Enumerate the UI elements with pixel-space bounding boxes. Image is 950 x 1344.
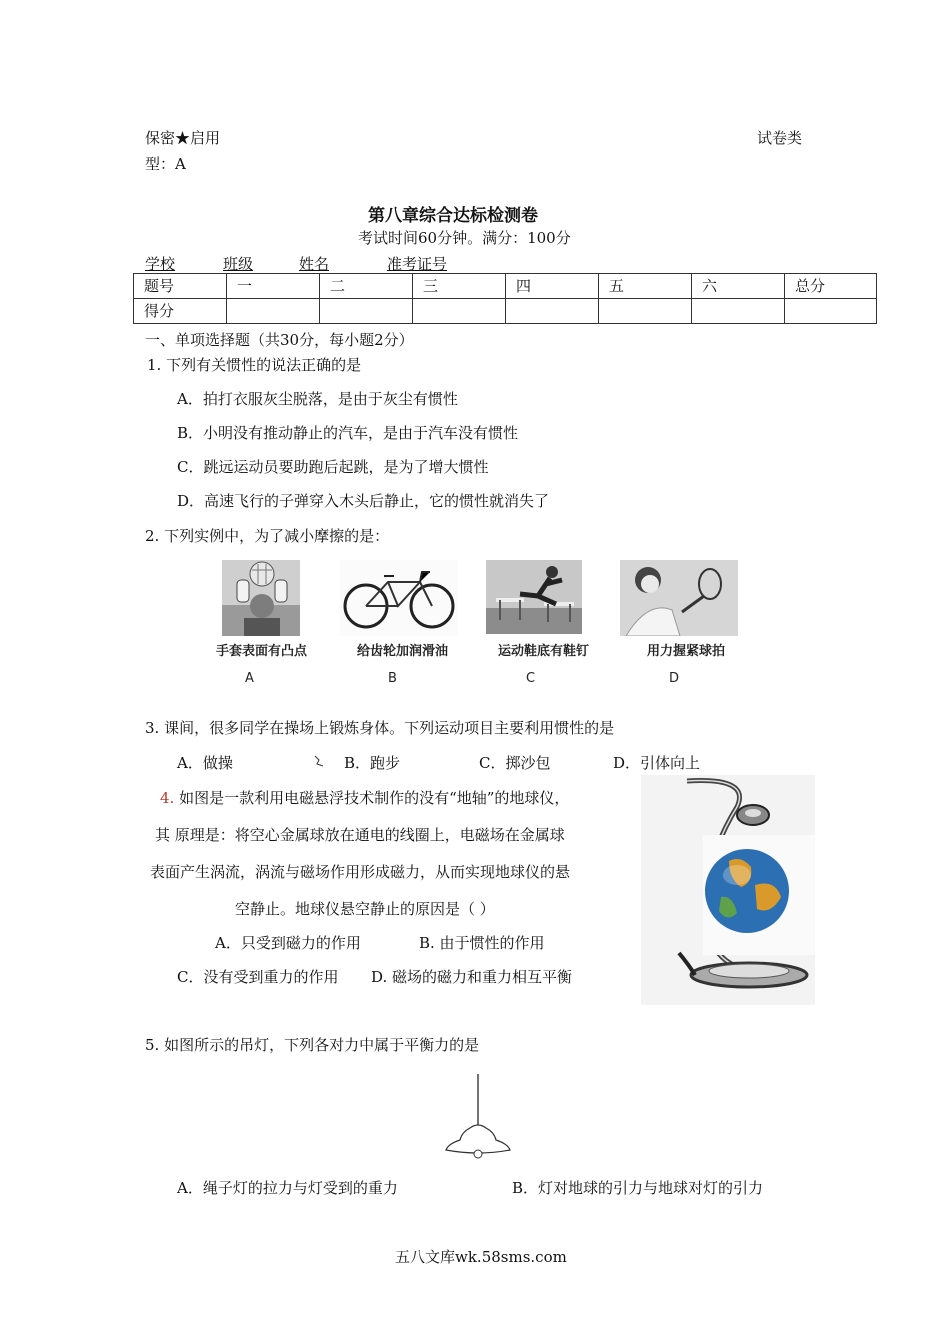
table-cell: 一	[227, 274, 320, 299]
table-cell[interactable]	[413, 299, 506, 324]
school-field: 学校	[145, 255, 176, 273]
table-cell[interactable]	[599, 299, 692, 324]
question-4-line-1: 如图是一款利用电磁悬浮技术制作的没有“地轴”的地球仪，	[174, 789, 570, 807]
footer-watermark: 五八文库wk.58sms.com	[395, 1248, 567, 1266]
question-4-option-c[interactable]: C．没有受到重力的作用	[177, 968, 339, 986]
question-5-option-a[interactable]: A．绳子灯的拉力与灯受到的重力	[177, 1179, 398, 1197]
question-5-stem: 5. 如图所示的吊灯，下列各对力中属于平衡力的是	[145, 1036, 480, 1054]
pendant-lamp-image	[440, 1070, 516, 1160]
question-5-option-b[interactable]: B．灯对地球的引力与地球对灯的引力	[512, 1179, 764, 1197]
paper-type-value: 型：A	[145, 155, 186, 173]
question-4-number: 4.	[160, 789, 175, 807]
question-1-option-b[interactable]: B．小明没有推动静止的汽车，是由于汽车没有惯性	[177, 424, 519, 442]
bicycle-image	[340, 560, 458, 636]
page-title: 第八章综合达标检测卷	[368, 206, 538, 226]
image-caption: 运动鞋底有鞋钉	[498, 644, 590, 659]
table-row	[134, 299, 877, 324]
levitating-globe-image	[641, 775, 815, 1005]
question-3-option-c[interactable]: C．掷沙包	[479, 754, 551, 772]
question-4-option-a[interactable]: A．只受到磁力的作用	[215, 934, 361, 952]
question-3-stem: 3. 课间，很多同学在操场上锻炼身体。下列运动项目主要利用惯性的是	[145, 719, 615, 737]
table-cell: 四	[506, 274, 599, 299]
table-cell[interactable]	[320, 299, 413, 324]
question-4-option-b[interactable]: B. 由于惯性的作用	[419, 934, 545, 952]
goalkeeper-glove-image	[222, 560, 300, 636]
option-letter[interactable]: D	[669, 671, 680, 686]
option-letter[interactable]: B	[388, 671, 397, 686]
secret-label: 保密★启用	[145, 129, 221, 147]
exam-number-field: 准考证号	[387, 255, 448, 273]
table-cell: 五	[599, 274, 692, 299]
question-3-option-a[interactable]: A．做操	[177, 754, 233, 772]
table-cell[interactable]	[506, 299, 599, 324]
name-field: 姓名	[299, 255, 330, 273]
table-cell[interactable]	[692, 299, 785, 324]
question-4-line-4: 空静止。地球仪悬空静止的原因是（ ）	[235, 900, 495, 918]
table-row	[134, 274, 877, 299]
score-table	[133, 273, 877, 324]
question-1-option-d[interactable]: D．高速飞行的子弹穿入木头后静止，它的惯性就消失了	[177, 492, 550, 510]
table-cell: 得分	[134, 299, 227, 324]
tennis-player-image	[620, 560, 738, 636]
exam-subtitle: 考试时间60分钟。满分：100分	[358, 229, 571, 247]
section-heading: 一、单项选择题（共30分，每小题2分）	[145, 331, 414, 349]
mark-icon	[313, 754, 325, 768]
table-cell: 总分	[785, 274, 877, 299]
question-4-line-3: 表面产生涡流，涡流与磁场作用形成磁力，从而实现地球仪的悬	[150, 863, 571, 881]
question-3-option-b[interactable]: B．跑步	[344, 754, 401, 772]
question-1-stem: 1. 下列有关惯性的说法正确的是	[147, 356, 362, 374]
table-cell: 题号	[134, 274, 227, 299]
image-caption: 用力握紧球拍	[647, 644, 726, 659]
question-3-option-d[interactable]: D．引体向上	[613, 754, 701, 772]
table-cell: 三	[413, 274, 506, 299]
question-1-option-c[interactable]: C．跳远运动员要助跑后起跳，是为了增大惯性	[177, 458, 489, 476]
option-letter[interactable]: C	[526, 671, 536, 686]
paper-type-label: 试卷类	[757, 129, 803, 147]
image-caption: 手套表面有凸点	[216, 644, 308, 659]
question-4-line-2: 其 原理是：将空心金属球放在通电的线圈上，电磁场在金属球	[155, 826, 565, 844]
table-cell: 二	[320, 274, 413, 299]
table-cell[interactable]	[227, 299, 320, 324]
question-2-stem: 2. 下列实例中，为了减小摩擦的是：	[145, 527, 390, 545]
table-cell: 六	[692, 274, 785, 299]
hurdler-image	[486, 560, 582, 634]
table-cell[interactable]	[785, 299, 877, 324]
question-4-option-d[interactable]: D. 磁场的磁力和重力相互平衡	[371, 968, 573, 986]
question-1-option-a[interactable]: A．拍打衣服灰尘脱落，是由于灰尘有惯性	[177, 390, 458, 408]
class-field: 班级	[223, 255, 254, 273]
option-letter[interactable]: A	[245, 671, 254, 686]
image-caption: 给齿轮加润滑油	[357, 644, 449, 659]
